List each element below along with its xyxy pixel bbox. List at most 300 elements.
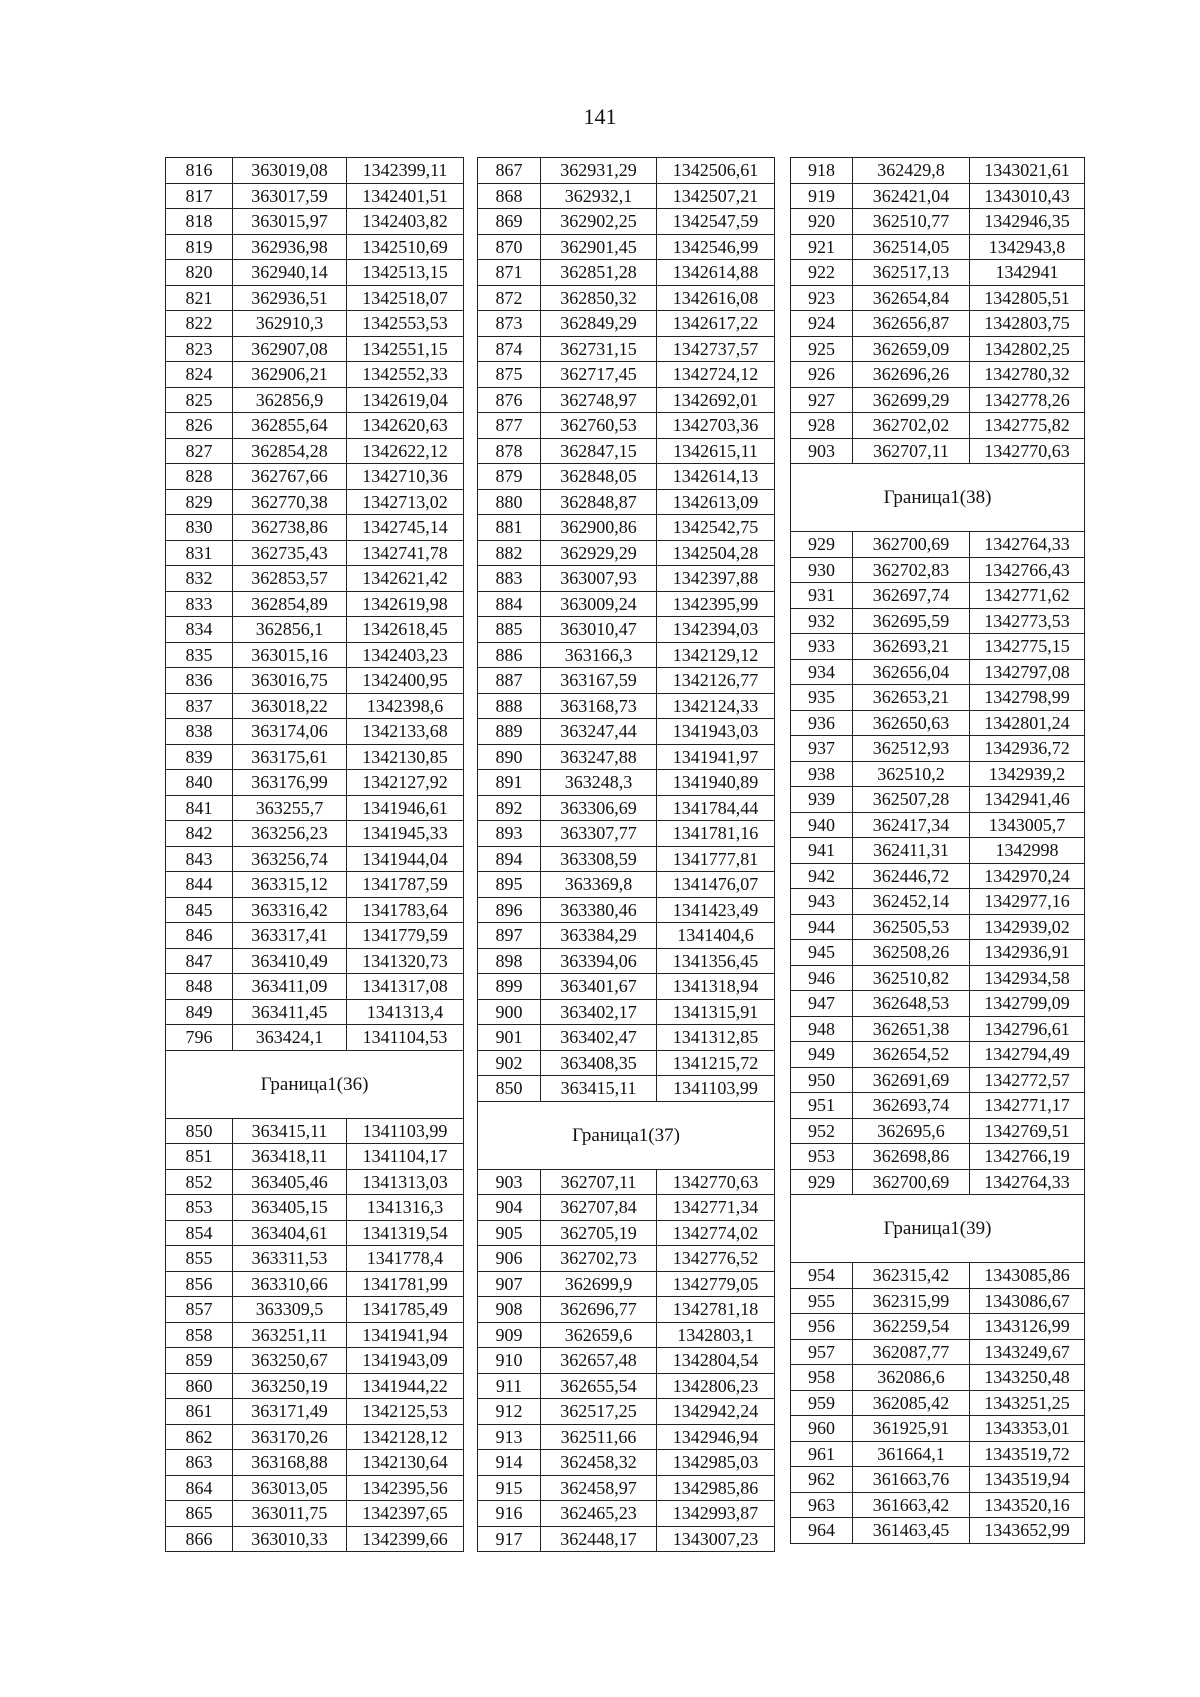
table-row: [166, 515, 464, 541]
point-number-cell: 827: [166, 438, 233, 464]
table-row: [791, 260, 1085, 286]
table-row: [791, 1339, 1085, 1365]
table-row: [791, 413, 1085, 439]
y-coordinate-cell: 1343519,72: [970, 1441, 1085, 1467]
x-coordinate-cell: 362458,97: [541, 1475, 657, 1501]
y-coordinate-cell: 1341943,03: [657, 719, 775, 745]
x-coordinate-cell: 363010,47: [541, 617, 657, 643]
point-number-cell: 858: [166, 1322, 233, 1348]
point-number-cell: 950: [791, 1067, 853, 1093]
table-row: [478, 1424, 775, 1450]
coordinates-table-column-2: [477, 157, 775, 1552]
table-row: [791, 710, 1085, 736]
y-coordinate-cell: 1342770,63: [657, 1169, 775, 1195]
table-row: [478, 566, 775, 592]
y-coordinate-cell: 1342805,51: [970, 285, 1085, 311]
point-number-cell: 945: [791, 940, 853, 966]
point-number-cell: 962: [791, 1467, 853, 1493]
table-row: [166, 1322, 464, 1348]
point-number-cell: 961: [791, 1441, 853, 1467]
y-coordinate-cell: 1342993,87: [657, 1501, 775, 1527]
x-coordinate-cell: 363369,8: [541, 872, 657, 898]
y-coordinate-cell: 1342798,99: [970, 685, 1085, 711]
x-coordinate-cell: 362699,29: [853, 387, 970, 413]
y-coordinate-cell: 1342692,01: [657, 387, 775, 413]
table-row: [478, 183, 775, 209]
y-coordinate-cell: 1342399,66: [347, 1526, 464, 1552]
table-row: [478, 668, 775, 694]
x-coordinate-cell: 362855,64: [233, 413, 347, 439]
table-row: [478, 540, 775, 566]
point-number-cell: 885: [478, 617, 541, 643]
x-coordinate-cell: 363170,26: [233, 1424, 347, 1450]
x-coordinate-cell: 361664,1: [853, 1441, 970, 1467]
point-number-cell: 891: [478, 770, 541, 796]
point-number-cell: 909: [478, 1322, 541, 1348]
point-number-cell: 904: [478, 1195, 541, 1221]
point-number-cell: 943: [791, 889, 853, 915]
table-row: [478, 1025, 775, 1051]
y-coordinate-cell: 1341781,99: [347, 1271, 464, 1297]
x-coordinate-cell: 363247,88: [541, 744, 657, 770]
point-number-cell: 888: [478, 693, 541, 719]
y-coordinate-cell: 1341945,33: [347, 821, 464, 847]
point-number-cell: 854: [166, 1220, 233, 1246]
table-row: [478, 719, 775, 745]
y-coordinate-cell: 1342546,99: [657, 234, 775, 260]
table-row: [791, 336, 1085, 362]
point-number-cell: 952: [791, 1118, 853, 1144]
y-coordinate-cell: 1342770,63: [970, 438, 1085, 464]
point-number-cell: 837: [166, 693, 233, 719]
y-coordinate-cell: 1342551,15: [347, 336, 464, 362]
y-coordinate-cell: 1342779,05: [657, 1271, 775, 1297]
point-number-cell: 864: [166, 1475, 233, 1501]
point-number-cell: 871: [478, 260, 541, 286]
x-coordinate-cell: 362696,77: [541, 1297, 657, 1323]
point-number-cell: 878: [478, 438, 541, 464]
table-row: [791, 532, 1085, 558]
y-coordinate-cell: 1343126,99: [970, 1314, 1085, 1340]
x-coordinate-cell: 363015,16: [233, 642, 347, 668]
x-coordinate-cell: 363250,67: [233, 1348, 347, 1374]
y-coordinate-cell: 1342127,92: [347, 770, 464, 796]
table-row: [478, 872, 775, 898]
point-number-cell: 898: [478, 948, 541, 974]
table-row: [478, 693, 775, 719]
point-number-cell: 842: [166, 821, 233, 847]
y-coordinate-cell: 1342764,33: [970, 532, 1085, 558]
x-coordinate-cell: 363015,97: [233, 209, 347, 235]
x-coordinate-cell: 362510,77: [853, 209, 970, 235]
x-coordinate-cell: 362659,6: [541, 1322, 657, 1348]
table-row: [166, 948, 464, 974]
y-coordinate-cell: 1342776,52: [657, 1246, 775, 1272]
y-coordinate-cell: 1341319,54: [347, 1220, 464, 1246]
y-coordinate-cell: 1341104,17: [347, 1144, 464, 1170]
point-number-cell: 826: [166, 413, 233, 439]
point-number-cell: 913: [478, 1424, 541, 1450]
x-coordinate-cell: 362700,69: [853, 532, 970, 558]
x-coordinate-cell: 363011,75: [233, 1501, 347, 1527]
point-number-cell: 890: [478, 744, 541, 770]
table-row: [166, 693, 464, 719]
point-number-cell: 855: [166, 1246, 233, 1272]
table-row: [791, 1467, 1085, 1493]
y-coordinate-cell: 1341313,4: [347, 999, 464, 1025]
x-coordinate-cell: 362738,86: [233, 515, 347, 541]
point-number-cell: 821: [166, 285, 233, 311]
y-coordinate-cell: 1341781,16: [657, 821, 775, 847]
point-number-cell: 907: [478, 1271, 541, 1297]
x-coordinate-cell: 362707,11: [541, 1169, 657, 1195]
y-coordinate-cell: 1342125,53: [347, 1399, 464, 1425]
table-row: [478, 1373, 775, 1399]
table-row: [166, 744, 464, 770]
y-coordinate-cell: 1342703,36: [657, 413, 775, 439]
table-row: [166, 311, 464, 337]
point-number-cell: 920: [791, 209, 853, 235]
point-number-cell: 863: [166, 1450, 233, 1476]
y-coordinate-cell: 1342130,85: [347, 744, 464, 770]
boundary-heading: Граница1(39): [791, 1195, 1085, 1263]
y-coordinate-cell: 1342397,65: [347, 1501, 464, 1527]
table-row: [166, 1399, 464, 1425]
y-coordinate-cell: 1342941,46: [970, 787, 1085, 813]
point-number-cell: 893: [478, 821, 541, 847]
y-coordinate-cell: 1342985,03: [657, 1450, 775, 1476]
point-number-cell: 963: [791, 1492, 853, 1518]
point-number-cell: 886: [478, 642, 541, 668]
table-row: [791, 1492, 1085, 1518]
table-row: [478, 1050, 775, 1076]
x-coordinate-cell: 363017,59: [233, 183, 347, 209]
x-coordinate-cell: 363405,15: [233, 1195, 347, 1221]
point-number-cell: 955: [791, 1288, 853, 1314]
y-coordinate-cell: 1341940,89: [657, 770, 775, 796]
table-row: [166, 1195, 464, 1221]
y-coordinate-cell: 1343652,99: [970, 1518, 1085, 1544]
table-row: [166, 234, 464, 260]
x-coordinate-cell: 363415,11: [233, 1118, 347, 1144]
x-coordinate-cell: 363308,59: [541, 846, 657, 872]
table-row: [791, 158, 1085, 184]
y-coordinate-cell: 1342130,64: [347, 1450, 464, 1476]
point-number-cell: 867: [478, 158, 541, 184]
point-number-cell: 937: [791, 736, 853, 762]
point-number-cell: 894: [478, 846, 541, 872]
x-coordinate-cell: 363166,3: [541, 642, 657, 668]
table-row: [166, 719, 464, 745]
x-coordinate-cell: 362748,97: [541, 387, 657, 413]
table-row: [791, 1288, 1085, 1314]
table-row: [478, 821, 775, 847]
point-number-cell: 840: [166, 770, 233, 796]
x-coordinate-cell: 362508,26: [853, 940, 970, 966]
x-coordinate-cell: 362693,74: [853, 1093, 970, 1119]
table-row: [791, 1390, 1085, 1416]
table-row: [791, 812, 1085, 838]
point-number-cell: 921: [791, 234, 853, 260]
x-coordinate-cell: 362707,11: [853, 438, 970, 464]
table-row: [166, 1297, 464, 1323]
x-coordinate-cell: 362856,9: [233, 387, 347, 413]
point-number-cell: 877: [478, 413, 541, 439]
x-coordinate-cell: 363316,42: [233, 897, 347, 923]
x-coordinate-cell: 361663,76: [853, 1467, 970, 1493]
x-coordinate-cell: 363256,74: [233, 846, 347, 872]
table-row: [166, 387, 464, 413]
x-coordinate-cell: 363010,33: [233, 1526, 347, 1552]
table-row: [478, 642, 775, 668]
table-row: [791, 889, 1085, 915]
boundary-heading: Граница1(37): [478, 1101, 775, 1169]
x-coordinate-cell: 363256,23: [233, 821, 347, 847]
y-coordinate-cell: 1342403,23: [347, 642, 464, 668]
table-row: [478, 413, 775, 439]
x-coordinate-cell: 363394,06: [541, 948, 657, 974]
x-coordinate-cell: 362656,04: [853, 659, 970, 685]
x-coordinate-cell: 362452,14: [853, 889, 970, 915]
x-coordinate-cell: 363404,61: [233, 1220, 347, 1246]
point-number-cell: 796: [166, 1025, 233, 1051]
point-number-cell: 875: [478, 362, 541, 388]
x-coordinate-cell: 362417,34: [853, 812, 970, 838]
point-number-cell: 874: [478, 336, 541, 362]
x-coordinate-cell: 363176,99: [233, 770, 347, 796]
table-row: [791, 183, 1085, 209]
point-number-cell: 846: [166, 923, 233, 949]
y-coordinate-cell: 1342397,88: [657, 566, 775, 592]
point-number-cell: 859: [166, 1348, 233, 1374]
boundary-heading: Граница1(36): [166, 1050, 464, 1118]
page-number: 141: [583, 104, 617, 129]
x-coordinate-cell: 361925,91: [853, 1416, 970, 1442]
x-coordinate-cell: 361663,42: [853, 1492, 970, 1518]
table-row: [791, 1118, 1085, 1144]
point-number-cell: 925: [791, 336, 853, 362]
table-row: [166, 668, 464, 694]
x-coordinate-cell: 363315,12: [233, 872, 347, 898]
point-number-cell: 820: [166, 260, 233, 286]
table-row: [166, 566, 464, 592]
x-coordinate-cell: 362651,38: [853, 1016, 970, 1042]
y-coordinate-cell: 1341317,08: [347, 974, 464, 1000]
x-coordinate-cell: 362517,25: [541, 1399, 657, 1425]
table-row: [791, 311, 1085, 337]
point-number-cell: 843: [166, 846, 233, 872]
y-coordinate-cell: 1343086,67: [970, 1288, 1085, 1314]
y-coordinate-cell: 1343007,23: [657, 1526, 775, 1552]
x-coordinate-cell: 362717,45: [541, 362, 657, 388]
point-number-cell: 900: [478, 999, 541, 1025]
point-number-cell: 903: [478, 1169, 541, 1195]
y-coordinate-cell: 1342801,24: [970, 710, 1085, 736]
point-number-cell: 897: [478, 923, 541, 949]
x-coordinate-cell: 362847,15: [541, 438, 657, 464]
y-coordinate-cell: 1341941,94: [347, 1322, 464, 1348]
y-coordinate-cell: 1343085,86: [970, 1263, 1085, 1289]
y-coordinate-cell: 1342398,6: [347, 693, 464, 719]
table-row: [478, 999, 775, 1025]
point-number-cell: 862: [166, 1424, 233, 1450]
point-number-cell: 957: [791, 1339, 853, 1365]
y-coordinate-cell: 1342773,53: [970, 608, 1085, 634]
x-coordinate-cell: 363174,06: [233, 719, 347, 745]
table-row: [478, 1169, 775, 1195]
x-coordinate-cell: 362696,26: [853, 362, 970, 388]
point-number-cell: 922: [791, 260, 853, 286]
table-row: [478, 1246, 775, 1272]
table-row: [166, 1025, 464, 1051]
y-coordinate-cell: 1342133,68: [347, 719, 464, 745]
x-coordinate-cell: 362259,54: [853, 1314, 970, 1340]
table-row: [166, 770, 464, 796]
y-coordinate-cell: 1342741,78: [347, 540, 464, 566]
y-coordinate-cell: 1342518,07: [347, 285, 464, 311]
point-number-cell: 960: [791, 1416, 853, 1442]
point-number-cell: 941: [791, 838, 853, 864]
table-row: [166, 999, 464, 1025]
point-number-cell: 866: [166, 1526, 233, 1552]
point-number-cell: 908: [478, 1297, 541, 1323]
point-number-cell: 819: [166, 234, 233, 260]
x-coordinate-cell: 362705,19: [541, 1220, 657, 1246]
point-number-cell: 825: [166, 387, 233, 413]
point-number-cell: 838: [166, 719, 233, 745]
point-number-cell: 958: [791, 1365, 853, 1391]
x-coordinate-cell: 363250,19: [233, 1373, 347, 1399]
x-coordinate-cell: 362510,2: [853, 761, 970, 787]
y-coordinate-cell: 1342614,13: [657, 464, 775, 490]
point-number-cell: 910: [478, 1348, 541, 1374]
table-row: [791, 1365, 1085, 1391]
x-coordinate-cell: 362655,54: [541, 1373, 657, 1399]
table-row: [791, 965, 1085, 991]
point-number-cell: 873: [478, 311, 541, 337]
point-number-cell: 954: [791, 1263, 853, 1289]
coordinates-table: [165, 157, 464, 1552]
point-number-cell: 881: [478, 515, 541, 541]
x-coordinate-cell: 363317,41: [233, 923, 347, 949]
y-coordinate-cell: 1342934,58: [970, 965, 1085, 991]
point-number-cell: 903: [791, 438, 853, 464]
point-number-cell: 964: [791, 1518, 853, 1544]
x-coordinate-cell: 363248,3: [541, 770, 657, 796]
table-row: [791, 634, 1085, 660]
y-coordinate-cell: 1342796,61: [970, 1016, 1085, 1042]
x-coordinate-cell: 363307,77: [541, 821, 657, 847]
y-coordinate-cell: 1342553,53: [347, 311, 464, 337]
table-row: [166, 795, 464, 821]
table-row: [166, 1424, 464, 1450]
table-row: [166, 1501, 464, 1527]
y-coordinate-cell: 1342128,12: [347, 1424, 464, 1450]
point-number-cell: 852: [166, 1169, 233, 1195]
x-coordinate-cell: 363408,35: [541, 1050, 657, 1076]
y-coordinate-cell: 1343249,67: [970, 1339, 1085, 1365]
point-number-cell: 895: [478, 872, 541, 898]
y-coordinate-cell: 1342737,57: [657, 336, 775, 362]
x-coordinate-cell: 362702,02: [853, 413, 970, 439]
point-number-cell: 926: [791, 362, 853, 388]
y-coordinate-cell: 1341312,85: [657, 1025, 775, 1051]
point-number-cell: 951: [791, 1093, 853, 1119]
point-number-cell: 836: [166, 668, 233, 694]
y-coordinate-cell: 1342804,54: [657, 1348, 775, 1374]
table-row: [166, 413, 464, 439]
x-coordinate-cell: 362848,05: [541, 464, 657, 490]
table-row: [791, 1144, 1085, 1170]
point-number-cell: 944: [791, 914, 853, 940]
y-coordinate-cell: 1343520,16: [970, 1492, 1085, 1518]
y-coordinate-cell: 1341104,53: [347, 1025, 464, 1051]
y-coordinate-cell: 1341103,99: [657, 1076, 775, 1102]
y-coordinate-cell: 1342507,21: [657, 183, 775, 209]
table-row: [478, 234, 775, 260]
x-coordinate-cell: 362731,15: [541, 336, 657, 362]
table-row: [166, 285, 464, 311]
x-coordinate-cell: 362510,82: [853, 965, 970, 991]
point-number-cell: 916: [478, 1501, 541, 1527]
y-coordinate-cell: 1342513,15: [347, 260, 464, 286]
x-coordinate-cell: 362851,28: [541, 260, 657, 286]
table-row: [478, 362, 775, 388]
y-coordinate-cell: 1341316,3: [347, 1195, 464, 1221]
x-coordinate-cell: 362854,28: [233, 438, 347, 464]
x-coordinate-cell: 363168,88: [233, 1450, 347, 1476]
x-coordinate-cell: 362850,32: [541, 285, 657, 311]
table-row: [478, 1399, 775, 1425]
point-number-cell: 870: [478, 234, 541, 260]
x-coordinate-cell: 362702,83: [853, 557, 970, 583]
x-coordinate-cell: 363402,47: [541, 1025, 657, 1051]
y-coordinate-cell: 1342621,42: [347, 566, 464, 592]
y-coordinate-cell: 1342939,02: [970, 914, 1085, 940]
x-coordinate-cell: 362421,04: [853, 183, 970, 209]
table-row: [478, 1501, 775, 1527]
y-coordinate-cell: 1342613,09: [657, 489, 775, 515]
table-row: [166, 438, 464, 464]
y-coordinate-cell: 1342401,51: [347, 183, 464, 209]
table-row: [166, 1373, 464, 1399]
y-coordinate-cell: 1342803,1: [657, 1322, 775, 1348]
y-coordinate-cell: 1341783,64: [347, 897, 464, 923]
table-row: [166, 872, 464, 898]
point-number-cell: 932: [791, 608, 853, 634]
x-coordinate-cell: 362760,53: [541, 413, 657, 439]
y-coordinate-cell: 1341941,97: [657, 744, 775, 770]
table-row: [478, 974, 775, 1000]
table-row: [166, 1118, 464, 1144]
y-coordinate-cell: 1342775,15: [970, 634, 1085, 660]
y-coordinate-cell: 1342794,49: [970, 1042, 1085, 1068]
point-number-cell: 924: [791, 311, 853, 337]
table-row: [166, 1348, 464, 1374]
table-row: [166, 1450, 464, 1476]
boundary-row: [166, 1050, 464, 1118]
point-number-cell: 860: [166, 1373, 233, 1399]
point-number-cell: 823: [166, 336, 233, 362]
point-number-cell: 942: [791, 863, 853, 889]
table-row: [478, 209, 775, 235]
table-row: [478, 489, 775, 515]
point-number-cell: 923: [791, 285, 853, 311]
x-coordinate-cell: 362735,43: [233, 540, 347, 566]
point-number-cell: 949: [791, 1042, 853, 1068]
point-number-cell: 896: [478, 897, 541, 923]
x-coordinate-cell: 363410,49: [233, 948, 347, 974]
